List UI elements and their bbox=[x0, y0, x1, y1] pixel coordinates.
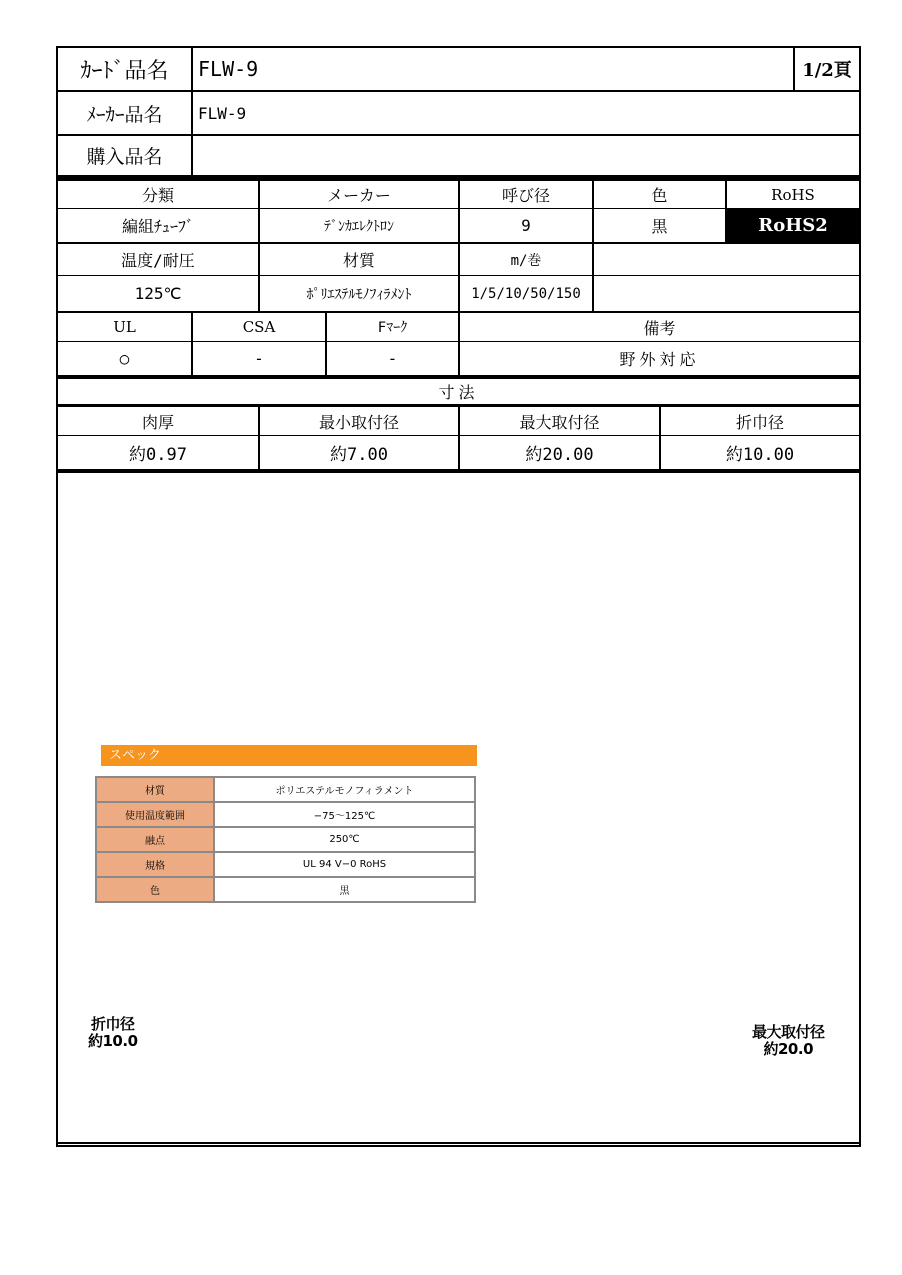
max-mount-diameter-value: 約20.00 bbox=[525, 445, 594, 465]
category-header: 分類 bbox=[141, 186, 174, 205]
spec-table bbox=[95, 776, 476, 903]
spec-row bbox=[96, 827, 475, 852]
bottom-rule bbox=[58, 1142, 859, 1144]
remarks-value: 野外対応 bbox=[619, 350, 700, 369]
max-mount-annotation bbox=[752, 1024, 825, 1058]
spec-key: 規格 bbox=[96, 852, 214, 877]
spec-key: 色 bbox=[96, 877, 214, 902]
ul-value: ○ bbox=[119, 349, 130, 368]
annotation-label: 折巾径 bbox=[91, 1015, 135, 1033]
material-value: ﾎﾟﾘｴｽﾃﾙﾓﾉﾌｨﾗﾒﾝﾄ bbox=[306, 286, 412, 303]
page-number: 1/2頁 bbox=[802, 60, 852, 81]
f-mark-value: - bbox=[387, 349, 398, 368]
maker-name-value: FLW-9 bbox=[198, 103, 247, 123]
thick-rule bbox=[58, 469, 859, 473]
card-name-label: ｶｰﾄﾞ品名 bbox=[80, 58, 169, 84]
spec-row bbox=[96, 777, 475, 802]
blank-header bbox=[594, 244, 859, 275]
product-card bbox=[56, 46, 861, 1147]
color-header: 色 bbox=[651, 186, 668, 205]
purchase-name-value bbox=[193, 136, 859, 175]
spec-row bbox=[96, 852, 475, 877]
spec-value: −75〜125℃ bbox=[214, 802, 475, 827]
spec-row bbox=[96, 802, 475, 827]
min-mount-diameter-value: 約7.00 bbox=[330, 445, 388, 465]
wall-thickness-value: 約0.97 bbox=[129, 445, 187, 465]
annotation-value: 約10.0 bbox=[88, 1032, 138, 1050]
temp-pressure-value: 125℃ bbox=[134, 284, 182, 303]
rohs-header: RoHS bbox=[771, 185, 815, 204]
blank-value bbox=[594, 276, 859, 311]
length-per-roll-header: m/巻 bbox=[510, 252, 542, 269]
length-per-roll-value: 1/5/10/50/150 bbox=[471, 285, 581, 302]
spec-value: UL 94 V−0 RoHS bbox=[214, 852, 475, 877]
material-header: 材質 bbox=[342, 251, 375, 270]
nominal-diameter-value: 9 bbox=[521, 216, 531, 235]
spec-value: 黒 bbox=[214, 877, 475, 902]
maker-header: メーカー bbox=[327, 186, 391, 205]
purchase-name-label: 購入品名 bbox=[86, 146, 163, 168]
temp-pressure-header: 温度/耐圧 bbox=[121, 251, 195, 270]
nominal-diameter-header: 呼び径 bbox=[501, 186, 550, 205]
spec-value: ポリエステルモノフィラメント bbox=[214, 777, 475, 802]
flat-width-annotation bbox=[88, 1016, 138, 1050]
dimensions-title: 寸法 bbox=[438, 383, 479, 402]
remarks-header: 備考 bbox=[643, 318, 676, 338]
card-name-value: FLW-9 bbox=[198, 57, 259, 81]
min-mount-diameter-header: 最小取付径 bbox=[318, 412, 399, 432]
flat-width-value: 約10.00 bbox=[725, 445, 795, 465]
maker-name-label: ﾒｰｶｰ品名 bbox=[86, 103, 163, 126]
spec-key: 融点 bbox=[96, 827, 214, 852]
max-mount-diameter-header: 最大取付径 bbox=[519, 412, 600, 432]
flat-width-header: 折巾径 bbox=[735, 412, 784, 432]
f-mark-header: Fﾏｰｸ bbox=[377, 320, 408, 336]
csa-value: - bbox=[254, 349, 264, 368]
spec-value: 250℃ bbox=[214, 827, 475, 852]
color-value: 黒 bbox=[651, 217, 668, 236]
spec-title: スペック bbox=[101, 745, 477, 766]
spec-row bbox=[96, 877, 475, 902]
annotation-value: 約20.0 bbox=[763, 1040, 814, 1058]
annotation-label: 最大取付径 bbox=[752, 1023, 825, 1041]
maker-value: ﾃﾞﾝｶｴﾚｸﾄﾛﾝ bbox=[324, 218, 394, 235]
spec-key: 材質 bbox=[96, 777, 214, 802]
csa-header: CSA bbox=[242, 318, 276, 336]
category-value: 編組ﾁｭｰﾌﾞ bbox=[121, 217, 194, 236]
spec-key: 使用温度範囲 bbox=[96, 802, 214, 827]
ul-header: UL bbox=[113, 318, 136, 336]
rohs-badge: RoHS2 bbox=[727, 209, 859, 242]
wall-thickness-header: 肉厚 bbox=[141, 412, 174, 432]
